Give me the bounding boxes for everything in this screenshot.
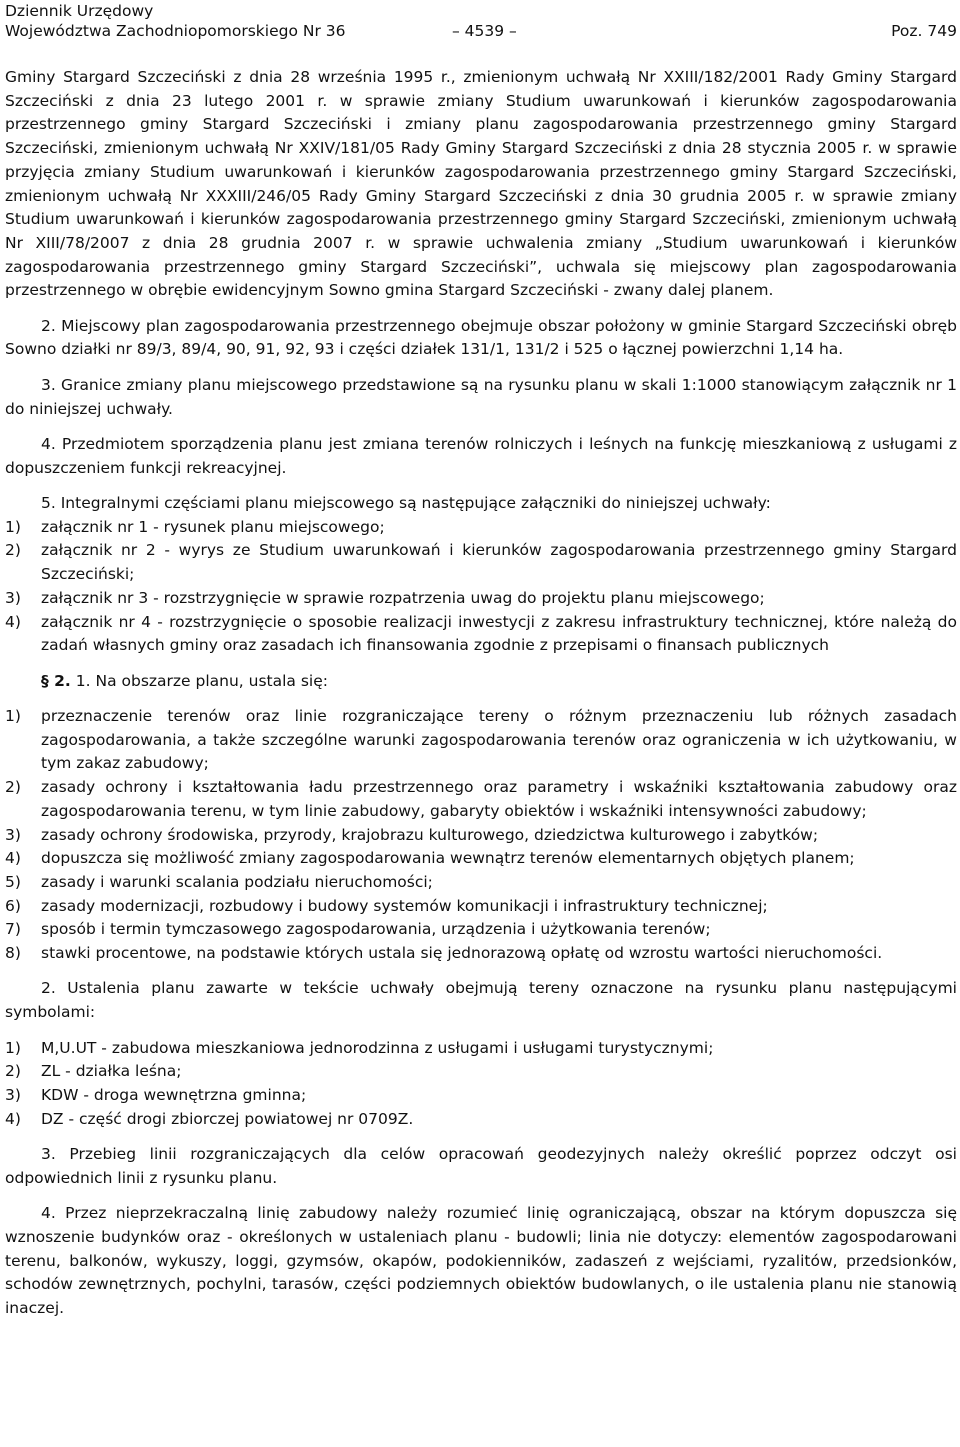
- document-body: [5, 66, 957, 1321]
- paragraph-5: 5. Integralnymi częściami planu miejscowego są następujące załączniki do niniejszej uchwały:: [41, 494, 771, 512]
- journal-title-line1: Dziennik Urzędowy: [5, 2, 154, 20]
- list-item: 3) zasady ochrony środowiska, przyrody, krajobrazu kulturowego, dziedzictwa kulturowego i zabytków;: [5, 825, 819, 844]
- list-item: 4) załącznik nr 4 - rozstrzygnięcie o sposobie realizacji inwestycji z zakresu infrastruktury technicznej, które należą do zadań własnych gminy oraz zasadach ich finansowania zgodnie z przepisami o finansach publicznych: [5, 612, 957, 655]
- symbols-list: [5, 1037, 957, 1132]
- section-2-paragraph-2: 2. Ustalenia planu zawarte w tekście uchwały obejmują tereny oznaczone na rysunku planu następującymi symbolami:: [5, 979, 957, 1022]
- paragraph-2: 2. Miejscowy plan zagospodarowania przestrzennego obejmuje obszar położony w gminie Stargard Szczeciński obręb Sowno działki nr 89/3, 89/4, 90, 91, 92, 93 i części działek 131/1, 131/2 i 525 o łącznej powierzchni 1,14 ha.: [5, 316, 957, 359]
- document-page: [5, 0, 957, 1317]
- list-item: 1) przeznaczenie terenów oraz linie rozgraniczające tereny o różnym przeznaczeniu lub różnych zasadach zagospodarowania, a także szczególne warunki zagospodarowania terenów oraz ograniczenia w ich użytkowaniu, w tym zakaz zabudowy;: [5, 707, 957, 773]
- list-item: 2) załącznik nr 2 - wyrys ze Studium uwarunkowań i kierunków zagospodarowania przestrzennego gminy Stargard Szczeciński;: [5, 541, 957, 584]
- journal-title: [5, 1, 346, 41]
- journal-title-line2: Województwa Zachodniopomorskiego Nr 36: [5, 22, 346, 40]
- section-2-paragraph-4: 4. Przez nieprzekraczalną linię zabudowy należy rozumieć linię ograniczającą, obszar na którym dopuszcza się wznoszenie budynków oraz - określonych w ustaleniach planu - budowli; linia nie dotyczy: elementów zagospodarowani terenu, balkonów, wykuszy, loggi, gzymsów, okapów, podokienników, zadaszeń z wejściami, ryzalitów, przedsionków, schodów zewnętrznych, pochylni, tarasów, części podziemnych obiektów budowlanych, o ile ustalenia planu nie stanowią inaczej.: [5, 1204, 957, 1317]
- list-item: 2) ZL - działka leśna;: [5, 1062, 182, 1081]
- list-item: 8) stawki procentowe, na podstawie których ustala się jednorazową opłatę od wzrostu wartości nieruchomości.: [5, 944, 883, 963]
- list-item: 6) zasady modernizacji, rozbudowy i budowy systemów komunikacji i infrastruktury technicznej;: [5, 896, 768, 915]
- list-item: 2) zasady ochrony i kształtowania ładu przestrzennego oraz parametry i wskaźniki kształtowania zabudowy oraz zagospodarowania terenu, w tym linie zabudowy, gabaryty obiektów i wskaźniki intensywności zabudowy;: [5, 778, 957, 820]
- list-item: 5) zasady i warunki scalania podziału nieruchomości;: [5, 872, 433, 891]
- section-2-paragraph-3: 3. Przebieg linii rozgraniczających dla celów opracowań geodezyjnych należy określić poprzez odczyt osi odpowiednich linii z rysunku planu.: [5, 1145, 957, 1187]
- list-item: 1) M,U.UT - zabudowa mieszkaniowa jednorodzinna z usługami i usługami turystycznymi;: [5, 1038, 714, 1057]
- position-number: Poz. 749: [891, 22, 957, 40]
- intro-paragraph: Gminy Stargard Szczeciński z dnia 28 września 1995 r., zmienionym uchwałą Nr XXIII/182/2001 Rady Gminy Stargard Szczeciński z dnia 23 lutego 2001 r. w sprawie zmiany Studium uwarunkowań i kierunków zagospodarowania przestrzennego gminy Stargard Szczeciński i zmiany planu zagospodarowania przestrzennego gminy Stargard Szczeciński, zmienionym uchwałą Nr XXIV/181/05 Rady Gminy Stargard Szczeciński z dnia 28 stycznia 2005 r. w sprawie przyjęcia zmiany Studium uwarunkowań i kierunków zagospodarowania przestrzennego gminy Stargard Szczeciński, zmienionym uchwałą Nr XXXIII/246/05 Rady Gminy Stargard Szczeciński z dnia 30 grudnia 2005 r. w sprawie zmiany Studium uwarunkowań i kierunków zagospodarowania przestrzennego gminy Stargard Szczeciński, zmienionym uchwałą Nr XIII/78/2007 z dnia 28 grudnia 2007 r. w sprawie uchwalenia zmiany „Studium uwarunkowań i kierunków zagospodarowania przestrzennego gminy Stargard Szczeciński”, uchwala się miejscowy plan zagospodarowania przestrzennego w obrębie ewidencyjnym Sowno gmina Stargard Szczeciński - zwany dalej planem.: [5, 68, 957, 300]
- list-item: 1) załącznik nr 1 - rysunek planu miejscowego;: [5, 517, 385, 536]
- paragraph-4: 4. Przedmiotem sporządzenia planu jest zmiana terenów rolniczych i leśnych na funkcję mieszkaniową z usługami z dopuszczeniem funkcji rekreacyjnej.: [5, 434, 957, 477]
- section-2-intro: 1. Na obszarze planu, ustala się:: [70, 671, 328, 690]
- list-item: 4) dopuszcza się możliwość zmiany zagospodarowania wewnątrz terenów elementarnych objętych planem;: [5, 849, 855, 868]
- page-header: [5, 0, 957, 45]
- section-2-heading: [5, 670, 957, 694]
- paragraph-3: 3. Granice zmiany planu miejscowego przedstawione są na rysunku planu w skali 1:1000 stanowiącym załącznik nr 1 do niniejszej uchwały.: [5, 375, 957, 418]
- page-number: – 4539 –: [452, 22, 517, 40]
- list-item: 7) sposób i termin tymczasowego zagospodarowania, urządzenia i użytkowania terenów;: [5, 920, 711, 939]
- section-label: § 2.: [41, 671, 71, 690]
- list-item: 4) DZ - część drogi zbiorczej powiatowej nr 0709Z.: [5, 1109, 414, 1128]
- rules-list: [5, 705, 957, 966]
- list-item: 3) załącznik nr 3 - rozstrzygnięcie w sprawie rozpatrzenia uwag do projektu planu miejscowego;: [5, 588, 765, 607]
- list-item: 3) KDW - droga wewnętrzna gminna;: [5, 1085, 307, 1104]
- attachments-list: [5, 516, 957, 658]
